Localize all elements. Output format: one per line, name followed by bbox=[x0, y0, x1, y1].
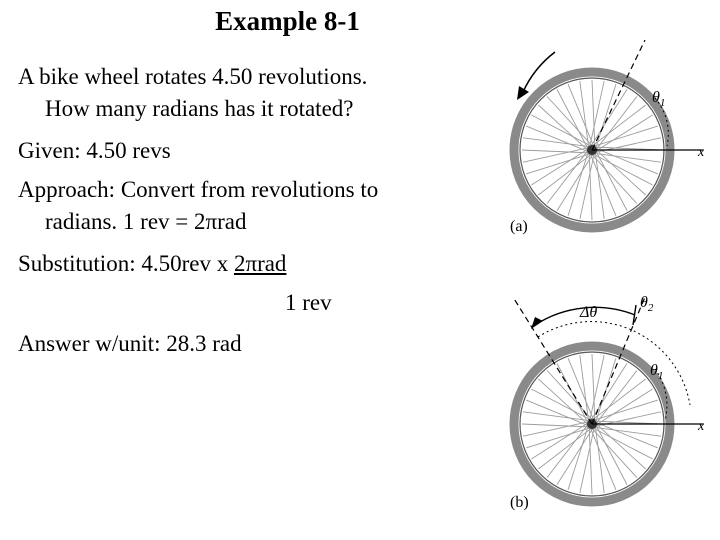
theta1-label: $\theta_1$ bbox=[650, 362, 664, 382]
approach-line1: Approach: Convert from revolutions to bbox=[18, 177, 379, 202]
wheel-spoke bbox=[547, 422, 590, 478]
wheel-spoke bbox=[593, 138, 661, 153]
wheel-spoke bbox=[523, 147, 591, 162]
delta-theta-arrowhead bbox=[531, 317, 543, 329]
wheel-spoke bbox=[595, 423, 627, 485]
wheel-spoke bbox=[568, 149, 589, 216]
wheel-spoke bbox=[538, 379, 590, 426]
substitution-line bbox=[18, 249, 286, 279]
bike-wheel-figure-a bbox=[505, 40, 715, 255]
wheel-spoke bbox=[595, 84, 616, 151]
wheel-spoke bbox=[594, 422, 646, 469]
wheel-spoke bbox=[594, 96, 637, 152]
wheel-spoke bbox=[568, 423, 589, 490]
theta1-label: $\theta_1$ bbox=[652, 89, 666, 109]
wheel-spoke bbox=[547, 96, 594, 148]
wheel-spoke bbox=[538, 105, 590, 152]
wheel-spoke bbox=[531, 147, 590, 185]
wheel-spoke bbox=[547, 370, 594, 422]
x-axis-label: x bbox=[698, 145, 705, 160]
panel-label-a: (a) bbox=[510, 218, 528, 235]
wheel-spoke bbox=[531, 389, 593, 421]
wheel-spoke bbox=[590, 152, 637, 204]
panel-label-b: (b) bbox=[510, 494, 529, 511]
wheel-spoke bbox=[523, 421, 591, 436]
wheel-spoke bbox=[595, 149, 627, 211]
given-line: Given: 4.50 revs bbox=[18, 138, 171, 163]
bike-wheel-figure-b bbox=[505, 287, 715, 522]
wheel-spoke bbox=[547, 148, 590, 204]
wheel-spoke bbox=[589, 424, 592, 494]
wheel-spoke bbox=[531, 115, 593, 147]
x-axis-label: x bbox=[698, 419, 705, 434]
wheel-spoke bbox=[590, 105, 646, 148]
wheel-spoke bbox=[589, 89, 627, 148]
wheel-spoke bbox=[538, 426, 594, 469]
substitution-numerator: 2πrad bbox=[233, 251, 287, 276]
wheel-spoke bbox=[593, 412, 661, 427]
substitution-denominator: 1 rev bbox=[285, 290, 332, 315]
rotation-arrowhead bbox=[517, 86, 529, 100]
wheel-spoke bbox=[522, 424, 592, 427]
wheel-spoke bbox=[594, 370, 637, 426]
wheel-spoke bbox=[594, 148, 646, 195]
wheel-spoke bbox=[590, 379, 646, 422]
approach-line2: radians. 1 rev = 2πrad bbox=[45, 209, 247, 234]
wheel-spoke bbox=[526, 427, 593, 448]
wheel-spoke bbox=[531, 421, 590, 459]
wheel-spoke bbox=[589, 150, 592, 220]
wheel-spoke bbox=[538, 152, 594, 195]
wheel-spoke bbox=[594, 115, 653, 153]
wheel-spoke bbox=[591, 427, 653, 459]
wheel-spoke bbox=[591, 126, 658, 147]
wheel-spoke bbox=[591, 153, 653, 185]
answer-line: Answer w/unit: 28.3 rad bbox=[18, 331, 242, 356]
wheel-spoke bbox=[557, 152, 595, 211]
theta2-label: $\theta_2$ bbox=[640, 294, 654, 314]
wheel-spoke bbox=[557, 89, 589, 151]
wheel-spoke bbox=[592, 80, 595, 150]
wheel-spoke bbox=[580, 425, 595, 493]
wheel-spoke bbox=[590, 426, 637, 478]
wheel-spoke bbox=[592, 354, 595, 424]
substitution-prefix: Substitution: 4.50rev x bbox=[18, 251, 234, 276]
delta-theta-label: Δθ bbox=[580, 304, 598, 321]
wheel-spoke bbox=[526, 153, 593, 174]
wheel-spoke bbox=[594, 389, 653, 427]
wheel-spoke bbox=[557, 426, 595, 485]
wheel-spoke bbox=[522, 150, 592, 153]
wheel-spoke bbox=[580, 151, 595, 219]
wheel-spoke bbox=[589, 363, 627, 422]
problem-statement-line2: How many radians has it rotated? bbox=[45, 96, 354, 121]
problem-statement-line1: A bike wheel rotates 4.50 revolutions. bbox=[18, 64, 368, 89]
slide-title: Example 8-1 bbox=[215, 6, 360, 36]
